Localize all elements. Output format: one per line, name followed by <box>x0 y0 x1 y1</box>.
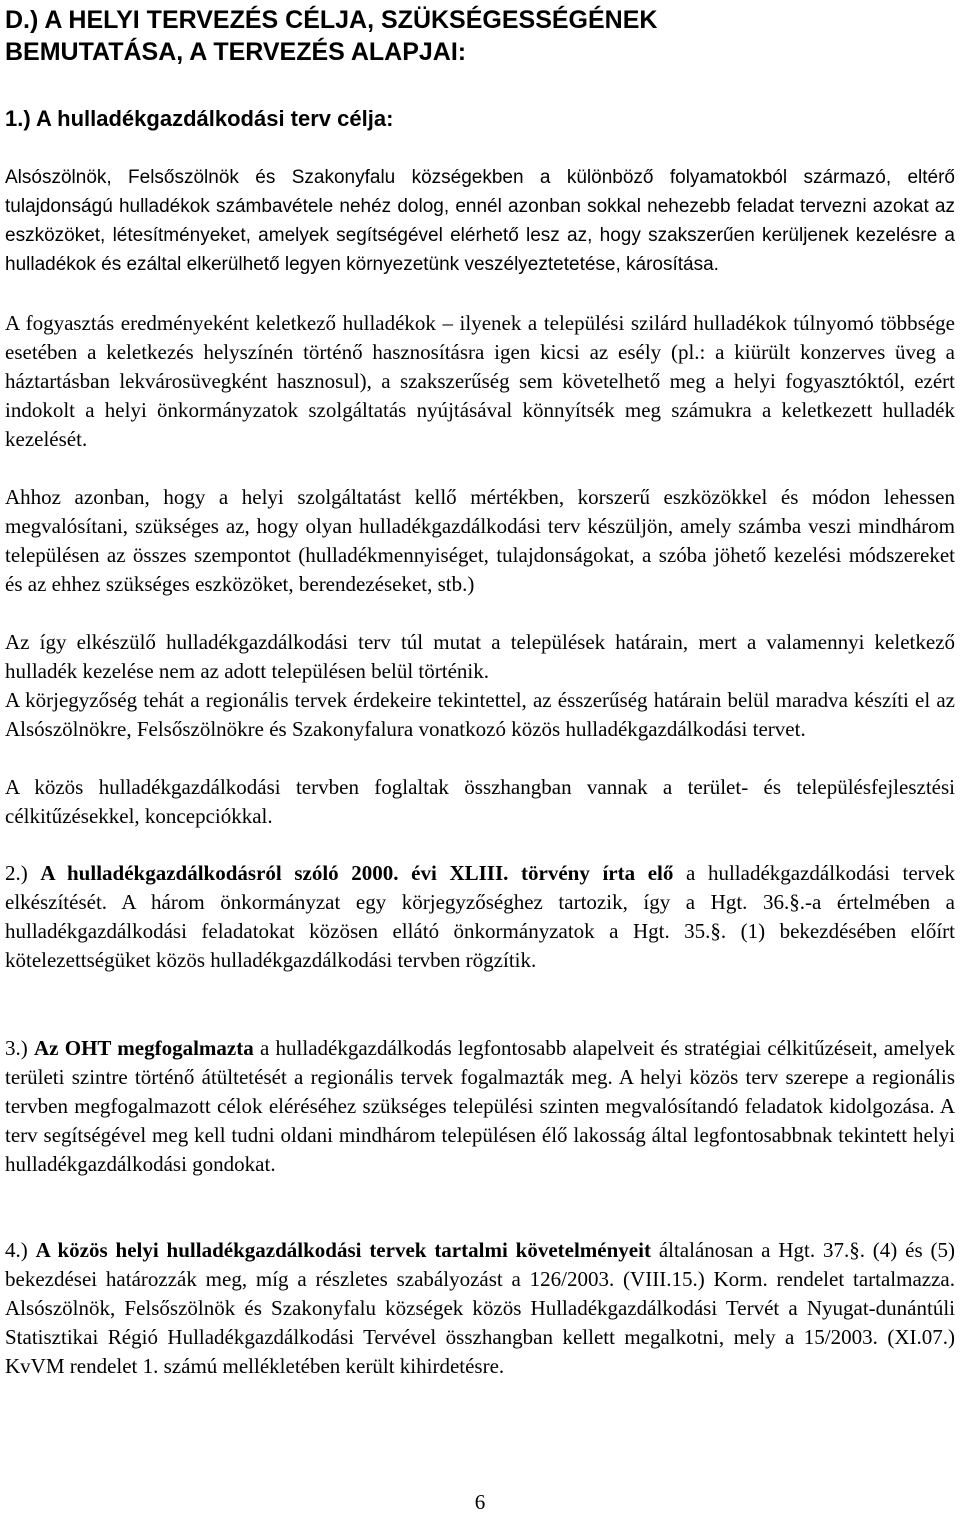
section-3-paragraph <box>5 1034 955 1179</box>
section-2-number: 2.) <box>5 861 41 885</box>
section-1-paragraph-3: Ahhoz azonban, hogy a helyi szolgáltatást kellő mértékben, korszerű eszközökkel és módon lehessen megvalósítani, szükséges az, hogy olyan hulladékgazdálkodási terv készüljön, amely számba veszi mindhárom településen az összes szempontot (hulladékmennyiséget, tulajdonságokat, a szóba jöhető kezelési módszereket és az ehhez szükséges eszközöket, berendezéseket, stb.) <box>5 485 955 596</box>
section-4-number: 4.) <box>5 1238 36 1262</box>
page-number: 6 <box>474 1490 486 1514</box>
heading-line-2: BEMUTATÁSA, A TERVEZÉS ALAPJAI: <box>5 38 467 66</box>
section-1-title: 1.) A hulladékgazdálkodási terv célja: <box>5 106 394 131</box>
section-4-text: általánosan a Hgt. 37.§. (4) és (5) bekezdései határozzák meg, míg a részletes szabályozást a 126/2003. (VIII.15.) Korm. rendelet tartalmazza. Alsószölnök, Felsőszölnök és Szakonyfalu községek közös Hulladékgazdálkodási Tervét a Nyugat-dunántúli Statisztikai Régió Hulladékgazdálkodási Tervével összhangban kellett megalkotni, mely a 15/2003. (XI.07.) KvVM rendelet 1. számú mellékletében került kihirdetésre. <box>5 1238 955 1378</box>
section-2-emphasis: A hulladékgazdálkodásról szóló 2000. évi XLIII. törvény írta elő <box>40 861 674 885</box>
section-4-emphasis: A közös helyi hulladékgazdálkodási tervek tartalmi követelményeit <box>35 1238 651 1262</box>
section-4-paragraph <box>5 1236 955 1381</box>
section-1-paragraph-4: Az így elkészülő hulladékgazdálkodási terv túl mutat a települések határain, mert a valamennyi keletkező hulladék kezelése nem az adott településen belül történik. <box>5 630 955 683</box>
section-1-paragraph-2: A fogyasztás eredményeként keletkező hulladékok – ilyenek a települési szilárd hulladékok túlnyomó többsége esetében a keletkezés helyszínén történő hasznosításra igen kicsi az esély (pl.: a kiürült konzerves üveg a háztartásban lekvárosüvegként hasznosul), a szakszerűség sem követelhető meg a helyi fogyasztóktól, ezért indokolt a helyi önkormányzatok szolgáltatás nyújtásával könnyítsék meg számukra a keletkezett hulladék kezelését. <box>5 311 955 451</box>
section-heading <box>5 4 955 68</box>
section-3-text: a hulladékgazdálkodás legfontosabb alapelveit és stratégiai célkitűzéseit, amelyek területi szintre történő átültetését a regionális tervek fogalmazták meg. A helyi közös terv szerepe a regionális tervben megfogalmazott célok eléréséhez szükséges települési szinten megvalósítandó feladatok kidolgozása. A terv segítségével meg kell tudni oldani mindhárom településen élő lakosság által legfontosabbnak tekintett helyi hulladékgazdálkodási gondokat. <box>5 1036 956 1176</box>
section-2-text: a hulladékgazdálkodási tervek elkészítését. A három önkormányzat egy körjegyzőséghez tartozik, így a Hgt. 36.§.-a értelmében a hulladékgazdálkodási feladatokat közösen ellátó önkormányzatok a Hgt. 35.§. (1) bekezdésében előírt kötelezettségüket közös hulladékgazdálkodási tervben rögzítik. <box>5 861 955 972</box>
section-3-emphasis: Az OHT megfogalmazta <box>34 1036 254 1060</box>
heading-line-1: D.) A HELYI TERVEZÉS CÉLJA, SZÜKSÉGESSÉGÉNEK <box>5 6 658 34</box>
section-1-paragraph-6: A közös hulladékgazdálkodási tervben foglaltak összhangban vannak a terület- és településfejlesztési célkitűzésekkel, koncepciókkal. <box>5 775 955 828</box>
section-1-paragraph-1: Alsószölnök, Felsőszölnök és Szakonyfalu községekben a különböző folyamatokból származó, eltérő tulajdonságú hulladékok számbavétele nehéz dolog, ennél azonban sokkal nehezebb feladat tervezni azokat az eszközöket, létesítményeket, amelyek segítségével elérhető lesz az, hogy szakszerűen kerüljenek kezelésre a hulladékok és ezáltal elkerülhető legyen környezetünk veszélyeztetetése, károsítása. <box>5 167 955 275</box>
section-3-number: 3.) <box>5 1036 34 1060</box>
section-2-paragraph <box>5 859 955 975</box>
section-1-paragraph-5: A körjegyzőség tehát a regionális tervek érdekeire tekintettel, az ésszerűség határain belül maradva készíti el az Alsószölnökre, Felsőszölnökre és Szakonyfalura vonatkozó közös hulladékgazdálkodási tervet. <box>5 688 955 741</box>
